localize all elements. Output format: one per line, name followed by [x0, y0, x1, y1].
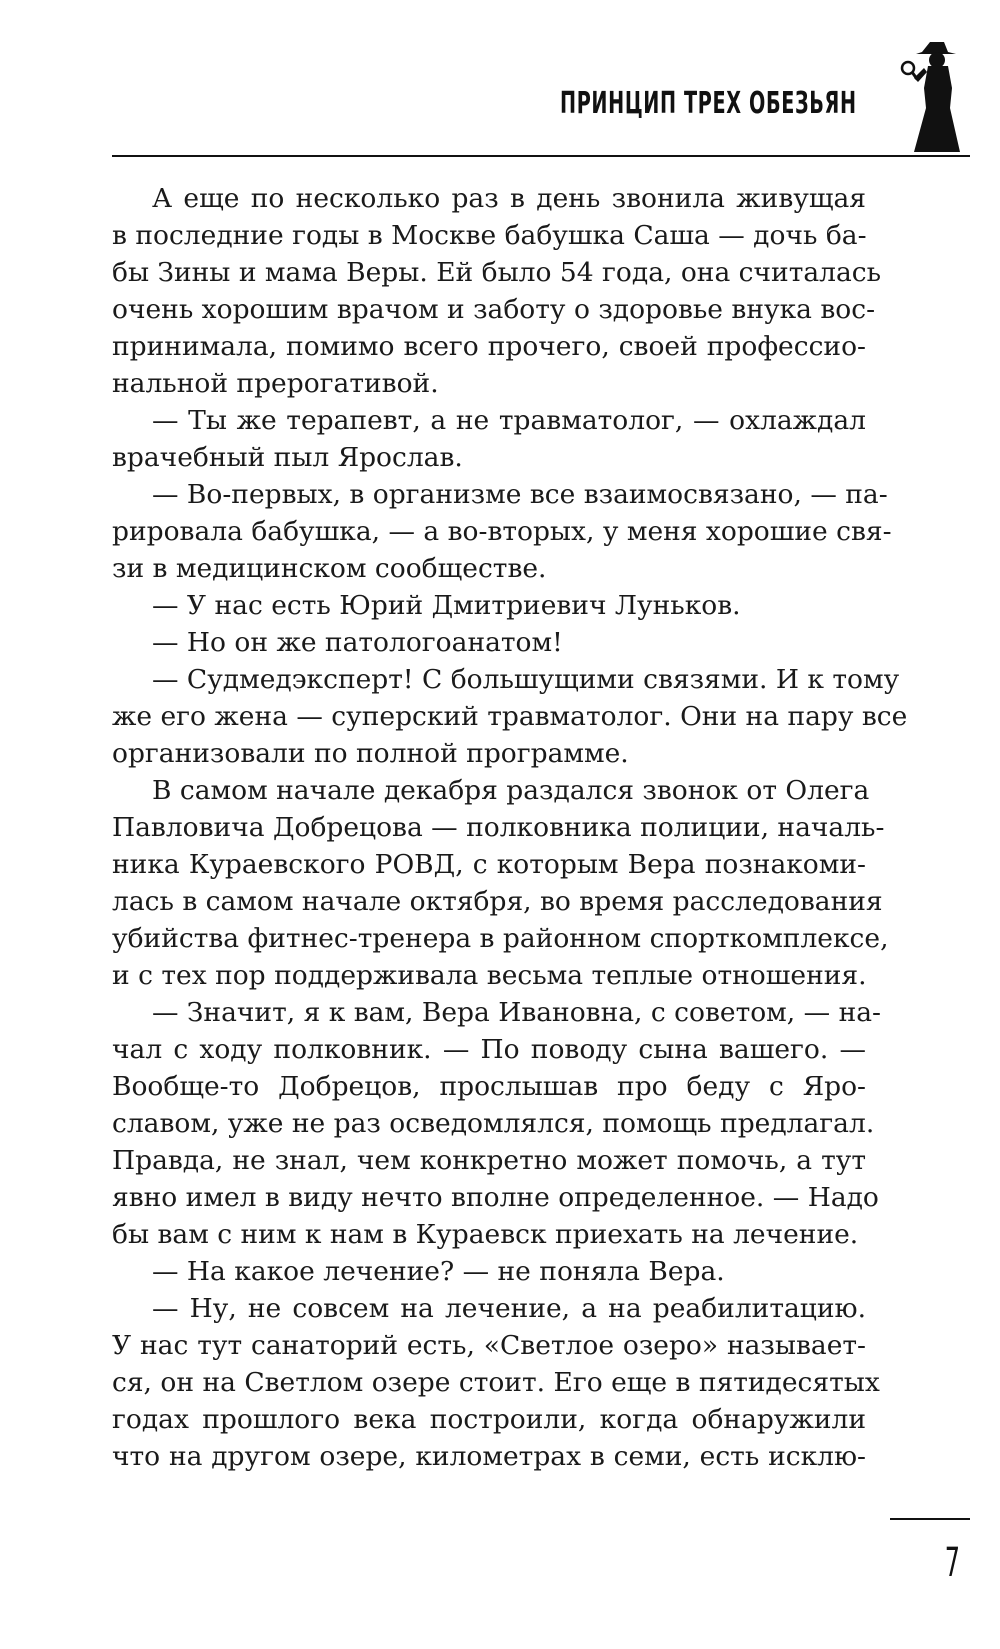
text-line: рировала бабушка, — а во-вторых, у меня хорошие свя-	[112, 516, 892, 547]
text-line: лась в самом начале октября, во время расследования	[112, 886, 883, 917]
text-line: У нас тут санаторий есть, «Светлое озеро» называет-	[112, 1330, 866, 1361]
text-line: — Во-первых, в организме все взаимосвязано, — па-	[152, 479, 888, 510]
text-line: чал с ходу полковник. — По поводу сына вашего. —	[112, 1034, 866, 1065]
detective-silhouette-icon	[900, 38, 970, 154]
text-line: — Судмедэксперт! С большущими связями. И к тому	[152, 664, 900, 695]
text-line: ся, он на Светлом озере стоит. Его еще в пятидесятых	[112, 1367, 880, 1398]
text-line: и с тех пор поддерживала весьма теплые отношения.	[112, 960, 867, 991]
page-number: 7	[944, 1540, 960, 1586]
text-line: В самом начале декабря раздался звонок от Олега	[152, 775, 870, 806]
body-text	[112, 180, 908, 1475]
text-line: — Ну, не совсем на лечение, а на реабилитацию.	[152, 1293, 866, 1324]
text-line: организовали по полной программе.	[112, 738, 629, 769]
text-line: зи в медицинском сообществе.	[112, 553, 547, 584]
header-rule	[112, 155, 970, 157]
text-line: — Значит, я к вам, Вера Ивановна, с советом, — на-	[152, 997, 881, 1028]
text-line: А еще по несколько раз в день звонила живущая	[152, 183, 866, 214]
text-line: годах прошлого века построили, когда обнаружили	[112, 1404, 866, 1435]
text-line: Правда, не знал, чем конкретно может помочь, а тут	[112, 1145, 866, 1176]
text-line: Вообще-то Добрецов, прослышав про беду с Яро-	[112, 1071, 866, 1102]
text-line: убийства фитнес-тренера в районном спорткомплексе,	[112, 923, 889, 954]
text-line: — На какое лечение? — не поняла Вера.	[152, 1256, 725, 1287]
text-line: явно имел в виду нечто вполне определенное. — Надо	[112, 1182, 879, 1213]
text-line: бы Зины и мама Веры. Ей было 54 года, она считалась	[112, 257, 882, 288]
text-line: Павловича Добрецова — полковника полиции, началь-	[112, 812, 885, 843]
text-line: бы вам с ним к нам в Кураевск приехать на лечение.	[112, 1219, 859, 1250]
text-line: славом, уже не раз осведомлялся, помощь предлагал.	[112, 1108, 875, 1139]
text-line: нальной прерогативой.	[112, 368, 439, 399]
text-line: врачебный пыл Ярослав.	[112, 442, 463, 473]
footer-rule	[890, 1518, 970, 1520]
text-line: — Но он же патологоанатом!	[152, 627, 563, 658]
text-line: что на другом озере, километрах в семи, есть исклю-	[112, 1441, 866, 1472]
running-title: ПРИНЦИП ТРЕХ ОБЕЗЬЯН	[560, 86, 857, 121]
text-line: очень хорошим врачом и заботу о здоровье внука вос-	[112, 294, 876, 325]
text-line: в последние годы в Москве бабушка Саша — дочь ба-	[112, 220, 867, 251]
text-line: ника Кураевского РОВД, с которым Вера познакоми-	[112, 849, 866, 880]
text-line: — У нас есть Юрий Дмитриевич Луньков.	[152, 590, 741, 621]
text-line: — Ты же терапевт, а не травматолог, — охлаждал	[152, 405, 866, 436]
text-line: принимала, помимо всего прочего, своей профессио-	[112, 331, 866, 362]
text-line: же его жена — суперский травматолог. Они на пару все	[112, 701, 908, 732]
